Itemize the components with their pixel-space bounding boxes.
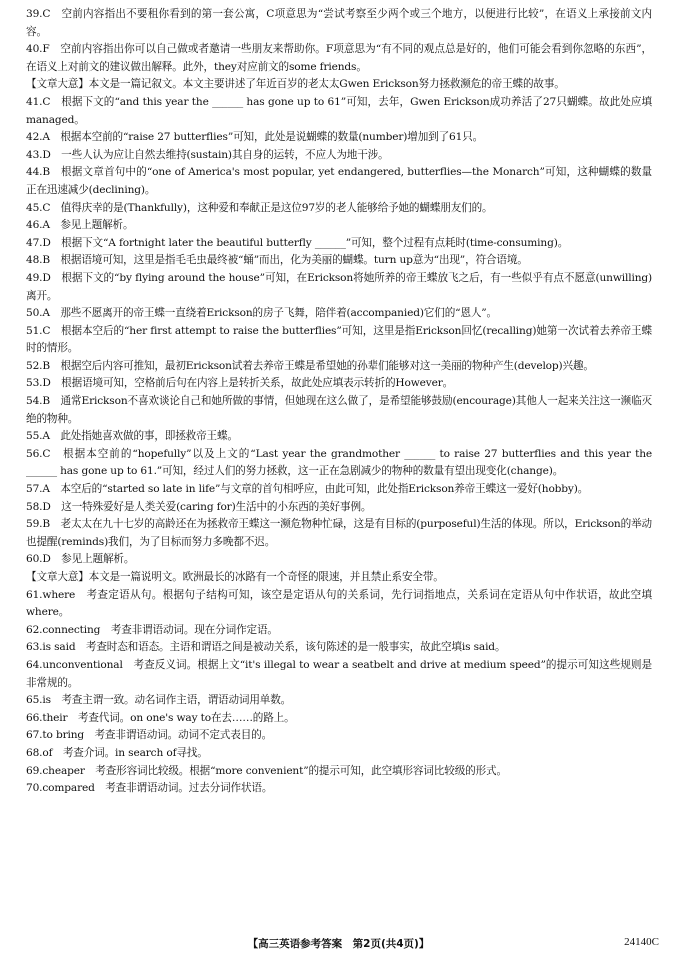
answer-item: 50.A 那些不愿离开的帝王蝶一直绕着Erickson的房子飞舞，陪伴着(accompanied)它们的“恩人”。 bbox=[26, 307, 497, 320]
answer-item: 51.C 根据本空后的“her first attempt to raise the butterflies”可知，这里是指Erickson回忆(recalling)她第一次试着去养帝王蝶时的情形。 bbox=[26, 324, 652, 355]
answer-item: 57.A 本空后的“started so late in life”与文章的首句相呼应，由此可知，此处指Erickson养帝王蝶这一爱好(hobby)。 bbox=[26, 483, 589, 496]
answer-item: 67.to bring 考查非谓语动词。动词不定式表目的。 bbox=[26, 729, 273, 742]
answer-item: 59.B 老太太在九十七岁的高龄还在为拯救帝王蝶这一濒危物种忙碌，这是有目标的(purposeful)生活的体现。所以，Erickson的举动也提醒(reminds)我们，为了目标而努力多晚都不迟。 bbox=[26, 518, 652, 548]
answer-item: 58.D 这一特殊爱好是人类关爱(caring for)生活中的小东西的美好事例。 bbox=[26, 500, 372, 513]
answer-item: 68.of 考查介词。in search of寻找。 bbox=[26, 746, 208, 759]
answer-list bbox=[26, 6, 652, 798]
answer-item: 48.B 根据语境可知，这里是指毛毛虫最终被“蛹”而出，化为美丽的蝴蝶。turn up意为“出现”，符合语境。 bbox=[26, 254, 528, 267]
answer-item: 63.is said 考查时态和语态。主语和谓语之间是被动关系，该句陈述的是一般事实，故此空填is said。 bbox=[26, 641, 506, 654]
answer-item: 53.D 根据语境可知，空格前后句在内容上是转折关系，故此处应填表示转折的However。 bbox=[26, 377, 454, 390]
answer-item: 70.compared 考查非谓语动词。过去分词作状语。 bbox=[26, 782, 273, 795]
answer-item: 39.C 空前内容指出不要租你看到的第一套公寓，C项意思为“尝试考察至少两个或三个地方，以便进行比较”，在语义上承接前文内容。 bbox=[26, 8, 652, 38]
answer-item: 54.B 通常Erickson不喜欢谈论自己和她所做的事情，但她现在这么做了，是希望能够鼓励(encourage)其他人一起来关注这一濒临灭绝的物种。 bbox=[26, 395, 652, 425]
answer-item: 55.A 此处指她喜欢做的事，即拯救帝王蝶。 bbox=[26, 430, 238, 443]
passage-summary: 【文章大意】本文是一篇说明文。欧洲最长的冰路有一个奇怪的限速，并且禁止系安全带。 bbox=[26, 571, 444, 583]
answer-item: 62.connecting 考查非谓语动词。现在分词作定语。 bbox=[26, 623, 278, 636]
answer-item: 49.D 根据下文的“by flying around the house”可知，在Erickson将她所养的帝王蝶放飞之后，有一些似乎有点不愿意(unwilling)离开。 bbox=[26, 271, 652, 302]
footer-title: 【高三英语参考答案 第2页(共4页)】 bbox=[247, 938, 430, 950]
passage-summary: 【文章大意】本文是一篇记叙文。本文主要讲述了年近百岁的老太太Gwen Erickson努力拯救濒危的帝王蝶的故事。 bbox=[26, 78, 565, 91]
paper-code: 24140C bbox=[624, 936, 659, 948]
answer-item: 40.F 空前内容指出你可以自己做或者邀请一些朋友来帮助你。F项意思为“有不同的观点总是好的，他们可能会看到你忽略的东西”，在语义上对前文的建议做出解释。此外，they对应前文的some friends。 bbox=[26, 43, 652, 73]
answer-item: 56.C 根据本空前的“hopefully”以及上文的“Last year the grandmother ______ to raise 27 butterflies and this year the ______ has gone up to 61.”可知，经过人们的努力拯救，这一正在急剧减少的物种的数量有望出现变化(change)。 bbox=[26, 447, 652, 478]
answer-item: 43.D 一些人认为应让自然去维持(sustain)其自身的运转，不应人为地干涉。 bbox=[26, 148, 389, 161]
answer-item: 61.where 考查定语从句。根据句子结构可知，该空是定语从句的关系词，先行词指地点，关系词在定语从句中作状语，故此空填where。 bbox=[26, 588, 652, 619]
answer-item: 60.D 参见上题解析。 bbox=[26, 553, 135, 566]
answer-item: 44.B 根据文章首句中的“one of America's most popular, yet endangered, butterflies—the Monarch”可知，这种蝴蝶的数量正在迅速减少(declining)。 bbox=[26, 166, 652, 196]
answer-item: 47.D 根据下文“A fortnight later the beautiful butterfly ______”可知，整个过程有点耗时(time-consuming)。 bbox=[26, 236, 569, 249]
page-footer bbox=[0, 936, 677, 952]
answer-item: 45.C 值得庆幸的是(Thankfully)，这种爱和奉献正是这位97岁的老人能够给予她的蝴蝶朋友们的。 bbox=[26, 201, 493, 214]
answer-item: 41.C 根据下文的“and this year the ______ has gone up to 61”可知，去年，Gwen Erickson成功养活了27只蝴蝶。故此处应填managed。 bbox=[26, 95, 652, 126]
answer-item: 64.unconventional 考查反义词。根据上文“it's illegal to wear a seatbelt and drive at medium speed”的提示可知这些规则是非常规的。 bbox=[26, 658, 652, 689]
answer-item: 46.A 参见上题解析。 bbox=[26, 219, 134, 232]
answer-item: 65.is 考查主谓一致。动名词作主语，谓语动词用单数。 bbox=[26, 694, 292, 707]
answer-item: 69.cheaper 考查形容词比较级。根据“more convenient”的提示可知，此空填形容词比较级的形式。 bbox=[26, 764, 507, 777]
answer-item: 66.their 考查代词。on one's way to在去……的路上。 bbox=[26, 711, 295, 724]
answer-item: 42.A 根据本空前的“raise 27 butterflies”可知，此处是说蝴蝶的数量(number)增加到了61只。 bbox=[26, 131, 484, 144]
answer-item: 52.B 根据空后内容可推知，最初Erickson试着去养帝王蝶是希望她的孙辈们能够对这一美丽的物种产生(develop)兴趣。 bbox=[26, 359, 594, 372]
